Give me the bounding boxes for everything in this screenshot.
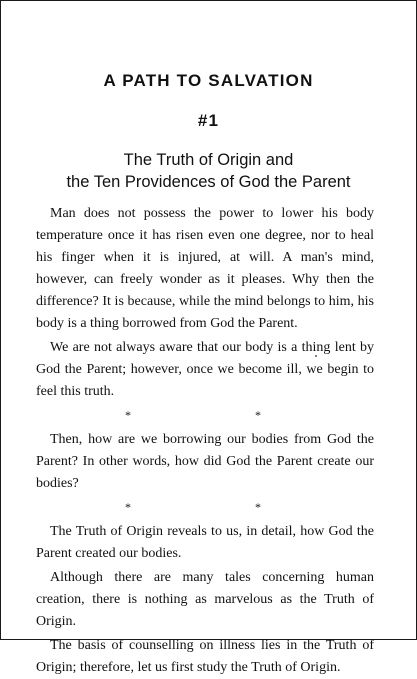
- paragraph-6: The basis of counselling on illness lies in the Truth of Origin; therefore, let us first study the Truth of Origin.: [36, 638, 374, 675]
- section-separator-1: [36, 405, 374, 427]
- chapter-subtitle-line-1: The Truth of Origin and: [123, 151, 294, 169]
- scan-speck: [315, 355, 317, 357]
- page-title: A PATH TO SALVATION: [103, 71, 314, 90]
- separator-star: *: [255, 500, 261, 514]
- paragraph-5: Although there are many tales concerning human creation, there is nothing as marvelous as the Truth of Origin.: [36, 570, 374, 629]
- body-text: [36, 203, 374, 679]
- chapter-number: #1: [197, 111, 220, 130]
- paragraph-3: Then, how are we borrowing our bodies from God the Parent? In other words, how did God the Parent create our bodies?: [36, 432, 374, 491]
- separator-star: *: [255, 408, 261, 422]
- separator-star: *: [125, 500, 131, 514]
- paragraph-2: We are not always aware that our body is a thing lent by God the Parent; however, once we become ill, we begin to feel this truth.: [36, 340, 374, 399]
- paragraph-1: Man does not possess the power to lower his body temperature once it has risen even one degree, nor to heal his finger when it is injured, at will. A man's mind, however, can freely wonder as it pleases. Why then the difference? It is because, while the mind belongs to him, his body is a thing borrowed from God the Parent.: [36, 206, 374, 331]
- separator-star: *: [125, 408, 131, 422]
- paragraph-4: The Truth of Origin reveals to us, in detail, how God the Parent created our bodies.: [36, 524, 374, 561]
- section-separator-2: [36, 497, 374, 519]
- chapter-subtitle-line-2: the Ten Providences of God the Parent: [66, 173, 351, 191]
